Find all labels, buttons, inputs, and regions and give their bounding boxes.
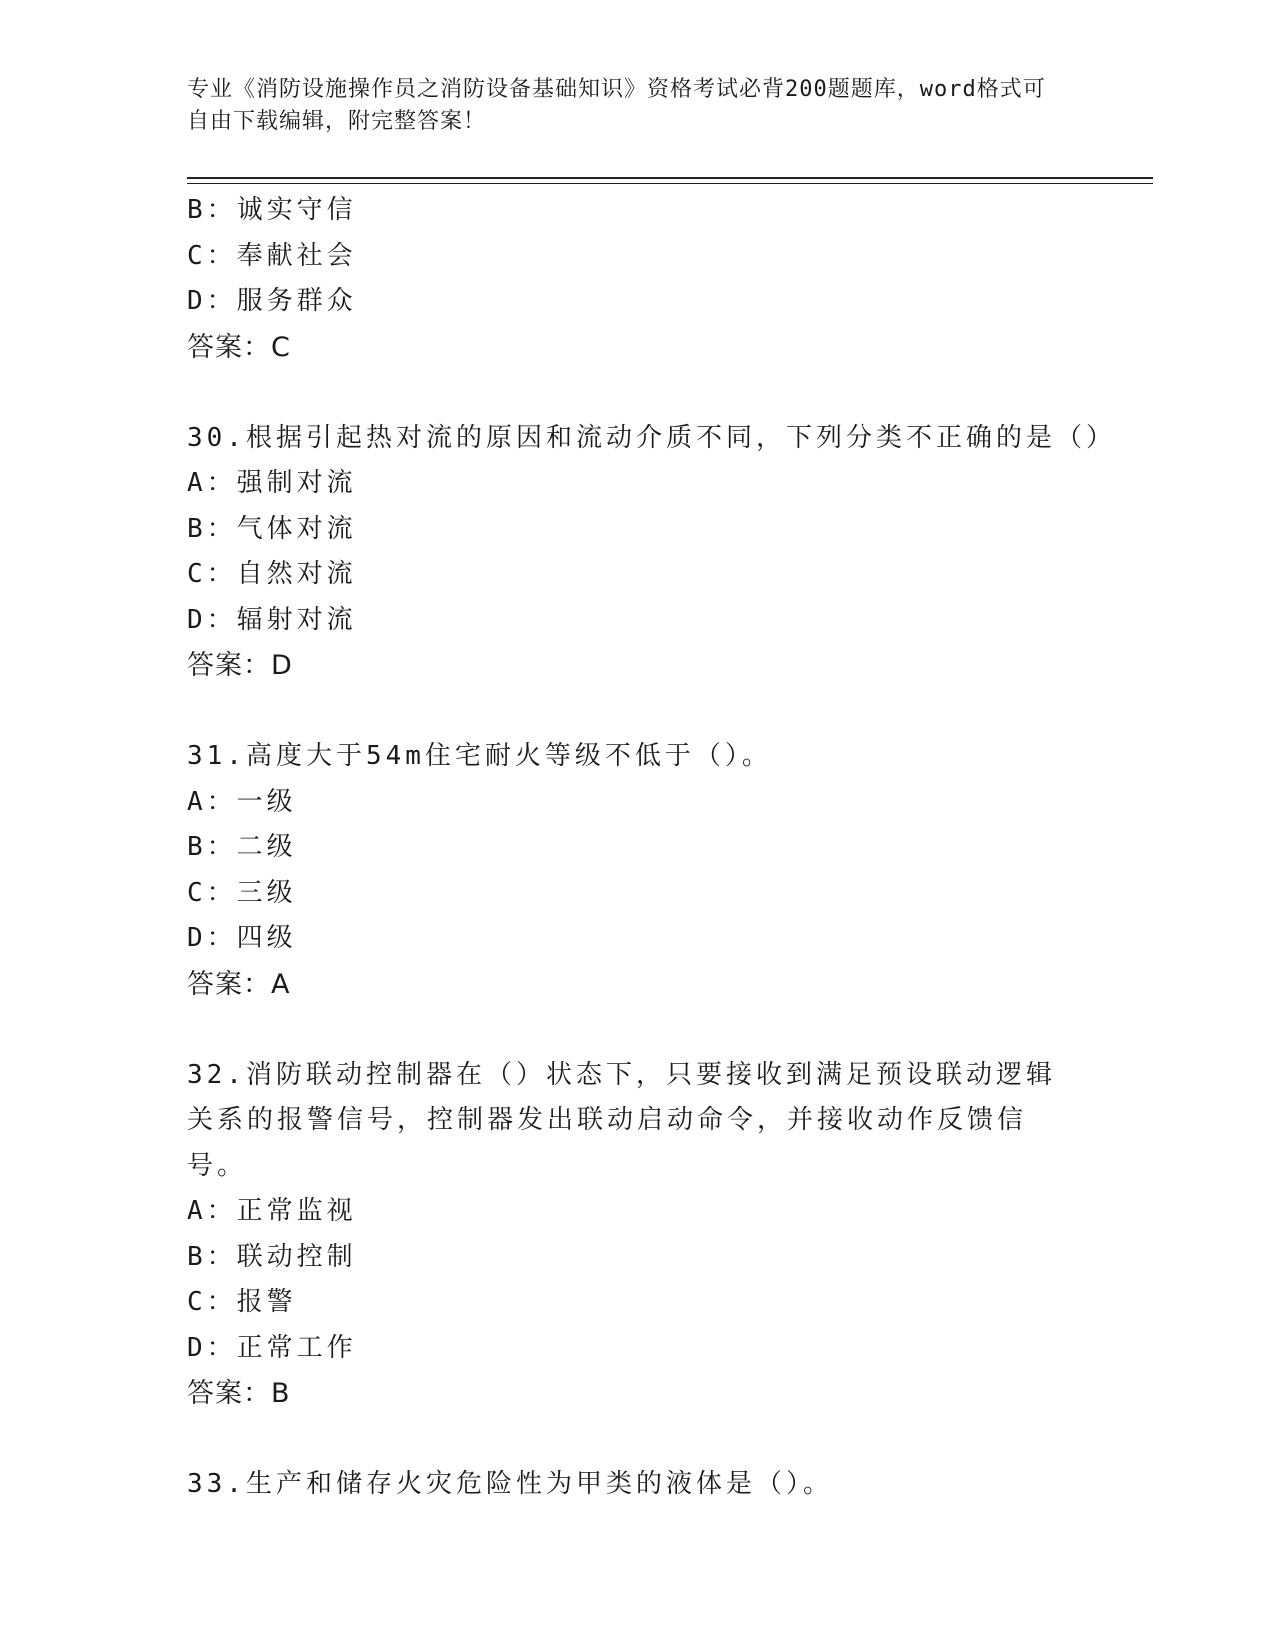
option-c: C：自然对流 (187, 559, 357, 589)
option-d: D：辐射对流 (187, 604, 357, 635)
question-33 (187, 1462, 1087, 1508)
spacer (187, 1007, 1087, 1053)
question-stem: 32.消防联动控制器在（）状态下，只要接收到满足预设联动逻辑关系的报警信号，控制器发出联动启动命令，并接收动作反馈信号。 (187, 1059, 1056, 1181)
spacer (187, 1417, 1087, 1463)
answer-line: 答案：C (187, 331, 291, 363)
option-b: B：联动控制 (187, 1241, 357, 1272)
option-c: C：三级 (187, 877, 297, 908)
spacer (187, 689, 1087, 735)
option-c: C：报警 (187, 1287, 297, 1317)
spacer (187, 370, 1087, 416)
option-d: D：服务群众 (187, 286, 357, 316)
question-stem: 31.高度大于54m住宅耐火等级不低于（）。 (187, 741, 772, 771)
question-31 (187, 734, 1087, 1007)
answer-line: 答案：B (187, 1378, 291, 1409)
option-c: C：奉献社会 (187, 240, 357, 271)
option-a: A：一级 (187, 786, 297, 817)
question-stem: 33.生产和储存火灾危险性为甲类的液体是（）。 (187, 1469, 833, 1499)
option-b: B：气体对流 (187, 513, 357, 544)
document-header: 专业《消防设施操作员之消防设备基础知识》资格考试必背200题题库，word格式可自由下载编辑，附完整答案！ (187, 77, 1046, 134)
answer-line: 答案：D (187, 650, 293, 681)
header-divider-thick (187, 177, 1153, 179)
option-d: D：四级 (187, 923, 297, 953)
option-a: A：正常监视 (187, 1196, 357, 1226)
question-list (187, 188, 1116, 1508)
answer-line: 答案：A (187, 968, 291, 1000)
question-29-continued (187, 188, 1087, 370)
question-30 (187, 416, 1116, 689)
option-b: B：诚实守信 (187, 195, 357, 225)
question-32 (187, 1053, 1087, 1417)
header-divider-thin (187, 183, 1153, 184)
option-b: B：二级 (187, 832, 297, 862)
question-stem: 30.根据引起热对流的原因和流动介质不同，下列分类不正确的是（） (187, 422, 1116, 453)
option-d: D：正常工作 (187, 1332, 357, 1363)
option-a: A：强制对流 (187, 468, 357, 498)
